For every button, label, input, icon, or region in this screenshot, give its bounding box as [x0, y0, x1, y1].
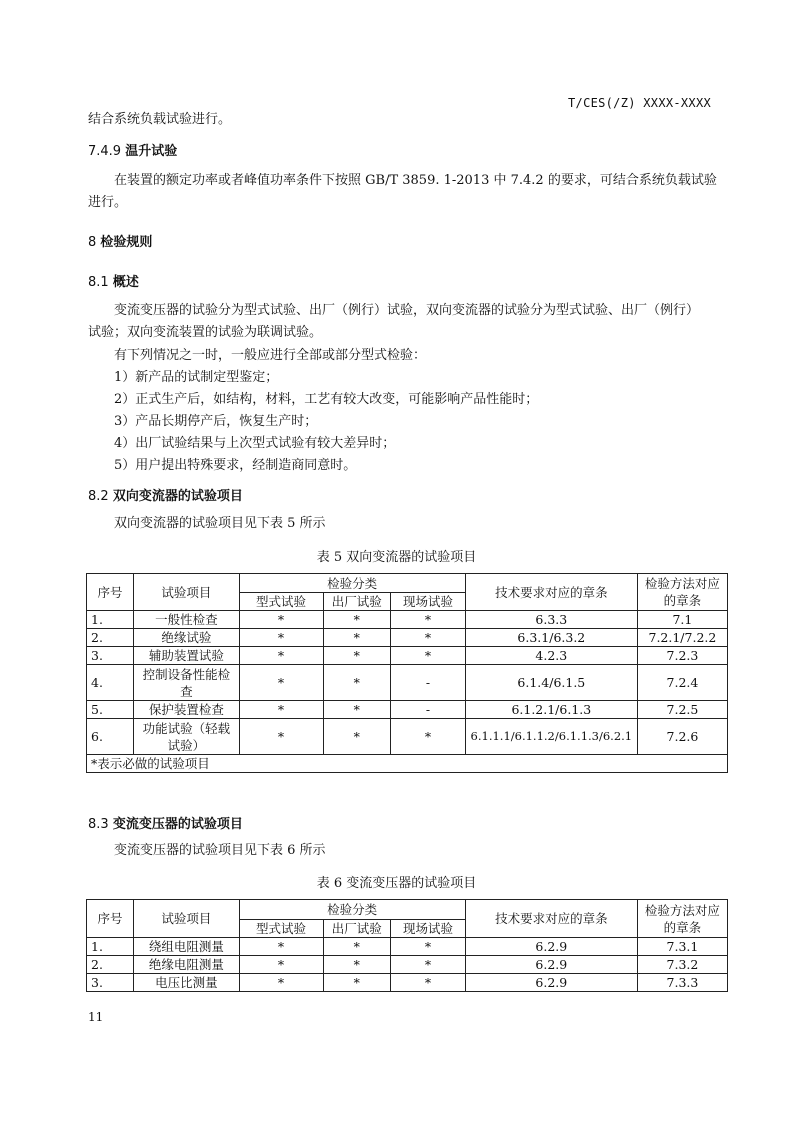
table-note: *表示必做的试验项目: [87, 755, 728, 773]
cell-method: 7.3.1: [637, 938, 727, 956]
header-type-test: 型式试验: [239, 920, 323, 938]
header-category: 检验分类: [239, 574, 465, 593]
cell-item: 绝缘试验: [134, 629, 239, 647]
paragraph-overview-line2: 试验；双向变流装置的试验为联调试验。: [88, 325, 323, 340]
cell-field: *: [391, 647, 466, 665]
header-field-test: 现场试验: [391, 920, 466, 938]
cell-item: 电压比测量: [134, 974, 239, 992]
cell-field: *: [391, 938, 466, 956]
table-row: [87, 611, 728, 629]
section-title: 检验规则: [100, 235, 153, 250]
list-item: 2）正式生产后，如结构，材料，工艺有较大改变，可能影响产品性能时；: [114, 392, 539, 407]
cell-no: 6.: [87, 719, 134, 755]
paragraph-temp-rise-line2: 进行。: [88, 195, 128, 210]
cell-factory: *: [323, 611, 391, 629]
header-field-test: 现场试验: [391, 593, 466, 611]
cell-req: 6.2.9: [465, 938, 637, 956]
header-item: 试验项目: [134, 900, 239, 938]
paragraph-table5-intro: 双向变流器的试验项目见下表 5 所示: [114, 516, 326, 531]
paragraph-temp-rise-line1: 在装置的额定功率或者峰值功率条件下按照 GB/T 3859. 1-2013 中 7.4.2 的要求，可结合系统负载试验: [114, 173, 717, 188]
header-requirement: 技术要求对应的章条: [465, 900, 637, 938]
cell-req: 6.1.4/6.1.5: [465, 665, 637, 701]
cell-type: *: [239, 956, 323, 974]
cell-no: 2.: [87, 956, 134, 974]
table-row: [87, 719, 728, 755]
list-item: 5）用户提出特殊要求，经制造商同意时。: [114, 458, 357, 473]
cell-item: 一般性检查: [134, 611, 239, 629]
cell-no: 4.: [87, 665, 134, 701]
cell-factory: *: [323, 956, 391, 974]
cell-no: 5.: [87, 701, 134, 719]
cell-type: *: [239, 719, 323, 755]
cell-no: 2.: [87, 629, 134, 647]
cell-method: 7.3.3: [637, 974, 727, 992]
paragraph-overview-line1: 变流变压器的试验分为型式试验、出厂（例行）试验，双向变流器的试验分为型式试验、出厂（例行）: [114, 303, 700, 318]
cell-type: *: [239, 647, 323, 665]
section-title: 概述: [112, 275, 139, 290]
section-title: 温升试验: [125, 144, 178, 159]
cell-item: 功能试验（轻载试验）: [134, 719, 239, 755]
cell-type: *: [239, 701, 323, 719]
table-row: [87, 629, 728, 647]
cell-field: -: [391, 665, 466, 701]
header-requirement: 技术要求对应的章条: [465, 574, 637, 611]
table-6-caption: 表 6 变流变压器的试验项目: [316, 876, 477, 891]
table-row: [87, 701, 728, 719]
cell-type: *: [239, 665, 323, 701]
table-row: [87, 665, 728, 701]
header-method: 检验方法对应的章条: [637, 574, 727, 611]
cell-no: 1.: [87, 938, 134, 956]
cell-factory: *: [323, 647, 391, 665]
cell-type: *: [239, 629, 323, 647]
cell-req: 6.2.9: [465, 974, 637, 992]
header-item: 试验项目: [134, 574, 239, 611]
paragraph-conditions: 有下列情况之一时，一般应进行全部或部分型式检验：: [114, 348, 427, 363]
header-type-test: 型式试验: [239, 593, 323, 611]
section-number: 8.2: [88, 489, 109, 504]
cell-factory: *: [323, 974, 391, 992]
list-item: 1）新产品的试制定型鉴定；: [114, 370, 279, 385]
cell-item: 辅助装置试验: [134, 647, 239, 665]
header-factory-test: 出厂试验: [323, 593, 391, 611]
list-item: 3）产品长期停产后，恢复生产时；: [114, 414, 318, 429]
cell-field: *: [391, 956, 466, 974]
header-seq: 序号: [87, 574, 134, 611]
header-factory-test: 出厂试验: [323, 920, 391, 938]
section-7-4-9-heading: [88, 139, 728, 165]
cell-method: 7.2.4: [637, 665, 727, 701]
cell-req: 4.2.3: [465, 647, 637, 665]
cell-factory: *: [323, 665, 391, 701]
cell-field: *: [391, 719, 466, 755]
section-8-1-heading: [88, 270, 728, 296]
table-row: [87, 647, 728, 665]
cell-method: 7.1: [637, 611, 727, 629]
section-number: 7.4.9: [88, 144, 122, 159]
header-seq: 序号: [87, 900, 134, 938]
cell-item: 控制设备性能检查: [134, 665, 239, 701]
table-5: [86, 573, 728, 773]
section-number: 8.3: [88, 817, 109, 832]
cell-method: 7.2.3: [637, 647, 727, 665]
cell-method: 7.2.1/7.2.2: [637, 629, 727, 647]
cell-type: *: [239, 938, 323, 956]
cell-factory: *: [323, 629, 391, 647]
table-5-caption: 表 5 双向变流器的试验项目: [316, 550, 477, 565]
cell-factory: *: [323, 938, 391, 956]
paragraph-continuation: 结合系统负载试验进行。: [88, 112, 232, 127]
table-row: [87, 974, 728, 992]
cell-item: 绝缘电阻测量: [134, 956, 239, 974]
section-number: 8: [88, 235, 97, 250]
cell-req: 6.1.2.1/6.1.3: [465, 701, 637, 719]
cell-method: 7.2.5: [637, 701, 727, 719]
cell-field: *: [391, 629, 466, 647]
cell-item: 保护装置检查: [134, 701, 239, 719]
header-method: 检验方法对应的章条: [637, 900, 727, 938]
section-title: 双向变流器的试验项目: [112, 489, 243, 504]
section-8-2-heading: [88, 484, 728, 510]
table-row: [87, 956, 728, 974]
cell-req: 6.3.3: [465, 611, 637, 629]
list-item: 4）出厂试验结果与上次型式试验有较大差异时；: [114, 436, 396, 451]
cell-no: 1.: [87, 611, 134, 629]
cell-type: *: [239, 974, 323, 992]
paragraph-table6-intro: 变流变压器的试验项目见下表 6 所示: [114, 843, 326, 858]
cell-method: 7.3.2: [637, 956, 727, 974]
section-8-3-heading: [88, 812, 728, 838]
cell-factory: *: [323, 719, 391, 755]
cell-req: 6.3.1/6.3.2: [465, 629, 637, 647]
cell-factory: *: [323, 701, 391, 719]
page-number: 11: [88, 1010, 104, 1024]
section-number: 8.1: [88, 275, 109, 290]
table-row: [87, 938, 728, 956]
cell-type: *: [239, 611, 323, 629]
cell-field: -: [391, 701, 466, 719]
document-code: T/CES(/Z) XXXX-XXXX: [568, 96, 711, 110]
cell-req: 6.1.1.1/6.1.1.2/6.1.1.3/6.2.1: [465, 719, 637, 755]
cell-field: *: [391, 974, 466, 992]
cell-req: 6.2.9: [465, 956, 637, 974]
cell-item: 绕组电阻测量: [134, 938, 239, 956]
header-category: 检验分类: [239, 900, 465, 920]
table-6: [86, 899, 728, 992]
cell-method: 7.2.6: [637, 719, 727, 755]
cell-no: 3.: [87, 974, 134, 992]
section-title: 变流变压器的试验项目: [112, 817, 243, 832]
cell-field: *: [391, 611, 466, 629]
cell-no: 3.: [87, 647, 134, 665]
section-8-heading: [88, 230, 728, 256]
